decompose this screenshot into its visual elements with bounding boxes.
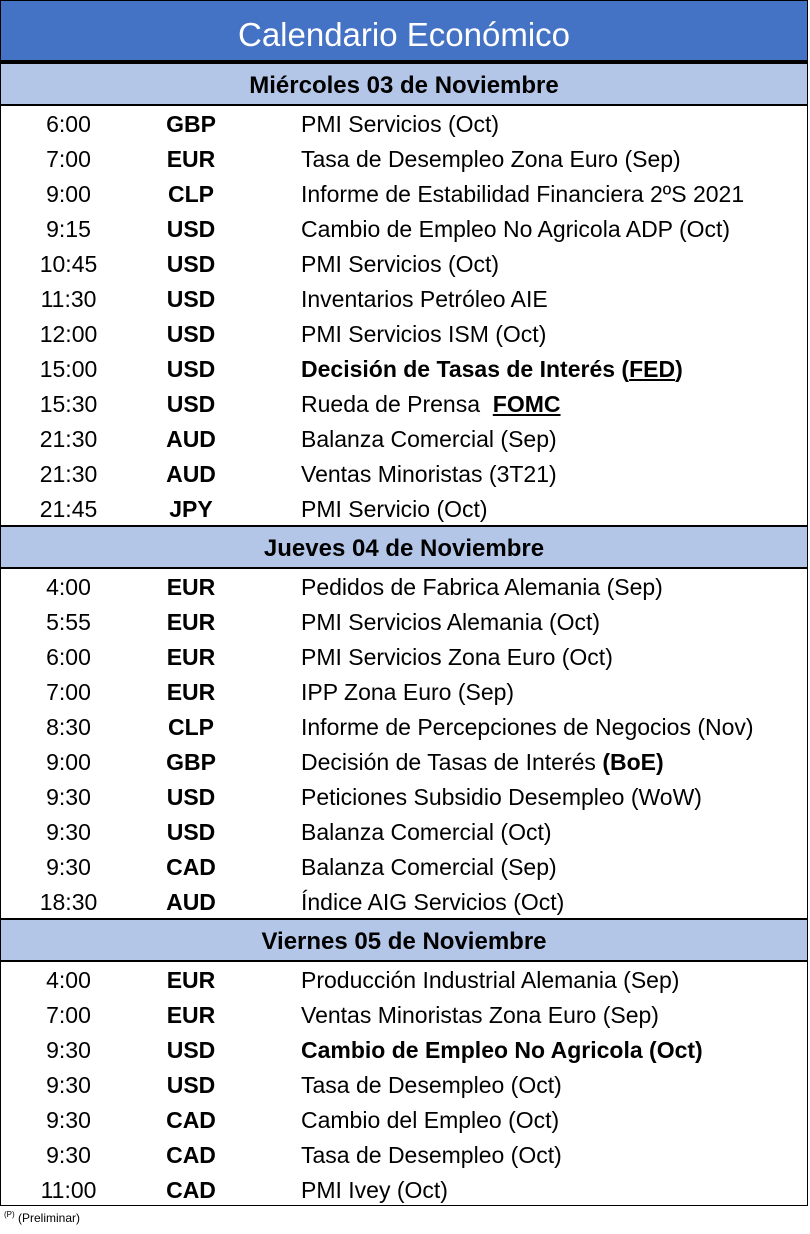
event-cell: Informe de Estabilidad Financiera 2ºS 2021	[301, 181, 745, 207]
event-text: Decisión de Tasas de Interés	[301, 749, 603, 775]
currency-cell: USD	[166, 356, 216, 382]
time-cell: 7:00	[46, 146, 91, 172]
table-row	[1, 422, 807, 457]
event-highlight: FED	[629, 356, 676, 382]
time-cell: 11:00	[40, 1177, 97, 1203]
table-row	[1, 1173, 807, 1208]
event-cell	[301, 352, 683, 387]
footnote-mark: (P)	[4, 1210, 15, 1219]
table-row	[1, 745, 807, 780]
currency-cell: CAD	[166, 1107, 216, 1133]
event-cell: Peticiones Subsidio Desempleo (WoW)	[301, 784, 702, 810]
time-cell: 9:30	[46, 1107, 91, 1133]
time-cell: 5:55	[46, 609, 91, 635]
time-cell: 9:00	[46, 749, 91, 775]
table-row	[1, 1068, 807, 1103]
currency-cell: USD	[166, 251, 216, 277]
time-cell: 7:00	[46, 679, 91, 705]
time-cell: 18:30	[39, 889, 98, 915]
event-cell: Cambio de Empleo No Agricola (Oct)	[301, 1037, 703, 1063]
event-cell: Balanza Comercial (Sep)	[301, 426, 557, 452]
currency-cell: USD	[166, 286, 216, 312]
currency-cell: EUR	[166, 1002, 216, 1028]
currency-cell: JPY	[169, 496, 213, 522]
event-cell: PMI Servicios (Oct)	[301, 111, 500, 137]
time-cell: 9:30	[46, 1142, 91, 1168]
time-cell: 9:00	[46, 181, 91, 207]
event-cell: Ventas Minoristas (3T21)	[301, 461, 557, 487]
table-row	[1, 387, 807, 422]
currency-cell: AUD	[166, 889, 216, 915]
table-row	[1, 1138, 807, 1173]
table-row	[1, 282, 807, 317]
table-row	[1, 885, 807, 920]
currency-cell: CLP	[168, 181, 214, 207]
time-cell: 9:15	[46, 216, 91, 242]
currency-cell: CLP	[168, 714, 214, 740]
table-row	[1, 1033, 807, 1068]
time-cell: 10:45	[39, 251, 98, 277]
event-cell: Producción Industrial Alemania (Sep)	[301, 967, 680, 993]
day-header: Viernes 05 de Noviembre	[1, 918, 807, 962]
table-row	[1, 317, 807, 352]
footnote	[4, 1210, 80, 1225]
time-cell: 15:00	[39, 356, 98, 382]
time-cell: 11:30	[40, 286, 97, 312]
currency-cell: CAD	[166, 1142, 216, 1168]
currency-cell: USD	[166, 216, 216, 242]
table-row	[1, 107, 807, 142]
currency-cell: EUR	[166, 146, 216, 172]
event-highlight: FOMC	[492, 391, 561, 417]
event-cell: PMI Servicios Alemania (Oct)	[301, 609, 601, 635]
currency-cell: EUR	[166, 609, 216, 635]
time-cell: 8:30	[46, 714, 91, 740]
table-row	[1, 247, 807, 282]
time-cell: 12:00	[39, 321, 98, 347]
currency-cell: EUR	[166, 644, 216, 670]
time-cell: 4:00	[46, 574, 91, 600]
event-cell: PMI Ivey (Oct)	[301, 1177, 448, 1203]
currency-cell: EUR	[166, 679, 216, 705]
event-cell: Índice AIG Servicios (Oct)	[301, 889, 565, 915]
day-header: Jueves 04 de Noviembre	[1, 525, 807, 569]
currency-cell: GBP	[166, 749, 216, 775]
time-cell: 21:30	[39, 461, 98, 487]
time-cell: 9:30	[46, 1037, 91, 1063]
time-cell: 21:30	[39, 426, 98, 452]
footnote-text: (Preliminar)	[18, 1211, 81, 1225]
event-cell: Tasa de Desempleo (Oct)	[301, 1072, 562, 1098]
currency-cell: USD	[166, 784, 216, 810]
table-row	[1, 1103, 807, 1138]
table-row	[1, 570, 807, 605]
time-cell: 9:30	[46, 819, 91, 845]
time-cell: 9:30	[46, 784, 91, 810]
time-cell: 6:00	[46, 111, 91, 137]
event-cell: PMI Servicios Zona Euro (Oct)	[301, 644, 613, 670]
event-text: Rueda de Prensa	[301, 391, 493, 417]
time-cell: 15:30	[39, 391, 98, 417]
event-cell: PMI Servicios (Oct)	[301, 251, 500, 277]
currency-cell: GBP	[166, 111, 216, 137]
page-title: Calendario Económico	[1, 1, 807, 62]
table-row	[1, 457, 807, 492]
event-cell: Inventarios Petróleo AIE	[301, 286, 548, 312]
table-row	[1, 212, 807, 247]
event-cell: IPP Zona Euro (Sep)	[301, 679, 515, 705]
event-cell	[301, 745, 664, 780]
event-text: Decisión de Tasas de Interés (	[301, 356, 630, 382]
table-row	[1, 780, 807, 815]
time-cell: 21:45	[39, 496, 98, 522]
event-cell: Balanza Comercial (Oct)	[301, 819, 552, 845]
event-text-end: )	[675, 356, 683, 382]
currency-cell: EUR	[166, 574, 216, 600]
table-row	[1, 998, 807, 1033]
event-cell: Cambio de Empleo No Agricola ADP (Oct)	[301, 216, 731, 242]
table-row	[1, 963, 807, 998]
event-cell: Ventas Minoristas Zona Euro (Sep)	[301, 1002, 659, 1028]
currency-cell: AUD	[166, 461, 216, 487]
event-cell: Informe de Percepciones de Negocios (Nov)	[301, 714, 754, 740]
event-cell: Tasa de Desempleo Zona Euro (Sep)	[301, 146, 681, 172]
event-cell: PMI Servicios ISM (Oct)	[301, 321, 547, 347]
time-cell: 7:00	[46, 1002, 91, 1028]
table-row	[1, 605, 807, 640]
event-cell: PMI Servicio (Oct)	[301, 496, 488, 522]
time-cell: 9:30	[46, 1072, 91, 1098]
table-row	[1, 492, 807, 527]
table-row	[1, 675, 807, 710]
table-row	[1, 640, 807, 675]
event-cell	[301, 387, 561, 422]
day-header: Miércoles 03 de Noviembre	[1, 62, 807, 106]
currency-cell: AUD	[166, 426, 216, 452]
currency-cell: CAD	[166, 1177, 216, 1203]
event-highlight: (BoE)	[602, 749, 664, 775]
table-row	[1, 850, 807, 885]
currency-cell: USD	[166, 321, 216, 347]
table-row	[1, 177, 807, 212]
event-cell: Balanza Comercial (Sep)	[301, 854, 557, 880]
currency-cell: USD	[166, 1072, 216, 1098]
table-row	[1, 815, 807, 850]
time-cell: 4:00	[46, 967, 91, 993]
event-cell: Pedidos de Fabrica Alemania (Sep)	[301, 574, 663, 600]
table-row	[1, 142, 807, 177]
time-cell: 6:00	[46, 644, 91, 670]
table-row	[1, 352, 807, 387]
currency-cell: USD	[166, 1037, 216, 1063]
event-cell: Cambio del Empleo (Oct)	[301, 1107, 560, 1133]
currency-cell: USD	[166, 391, 216, 417]
time-cell: 9:30	[46, 854, 91, 880]
event-cell: Tasa de Desempleo (Oct)	[301, 1142, 562, 1168]
table-row	[1, 710, 807, 745]
currency-cell: CAD	[166, 854, 216, 880]
currency-cell: USD	[166, 819, 216, 845]
currency-cell: EUR	[166, 967, 216, 993]
